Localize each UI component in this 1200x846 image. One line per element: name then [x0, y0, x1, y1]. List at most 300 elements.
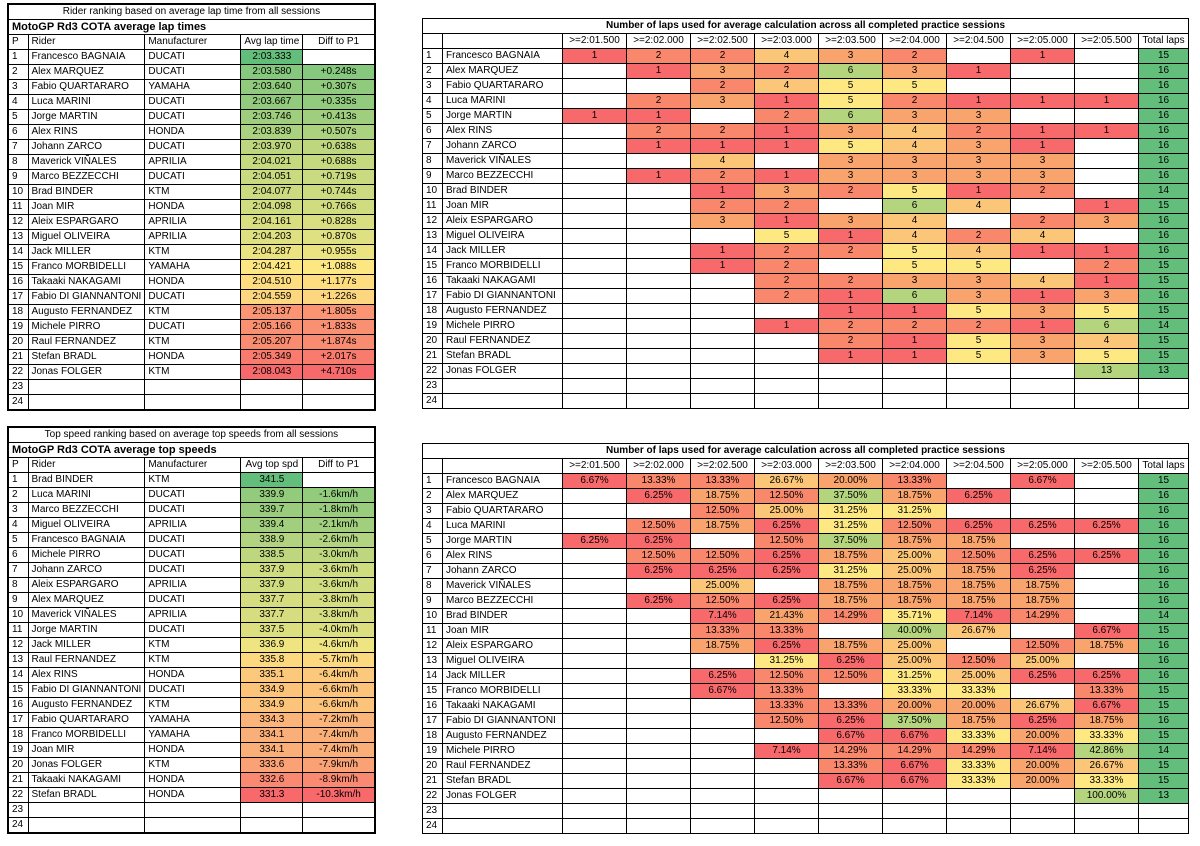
lap-bucket-cell: [947, 214, 1011, 229]
column-header: >=2:02.500: [691, 34, 755, 49]
lap-bucket-cell: [947, 474, 1011, 489]
lap-bucket-cell: [563, 349, 627, 364]
lap-bucket-cell: [563, 759, 627, 774]
lap-time-table: [7, 3, 376, 411]
lap-bucket-cell: 26.67%: [755, 474, 819, 489]
value-cell: 334.9: [241, 698, 303, 713]
position-cell: 6: [8, 125, 28, 140]
lap-bucket-cell: 2: [755, 244, 819, 259]
table-row: [423, 289, 1189, 304]
lap-bucket-cell: [755, 789, 819, 804]
lap-bucket-cell: [563, 774, 627, 789]
lap-bucket-cell: 3: [1011, 334, 1075, 349]
lap-bucket-cell: [691, 334, 755, 349]
table-row: [8, 563, 375, 578]
lap-bucket-cell: [1011, 819, 1075, 834]
rider-cell: Jack MILLER: [443, 669, 563, 684]
total-laps-cell: 15: [1139, 304, 1189, 319]
manufacturer-cell: APRILIA: [145, 215, 241, 230]
column-header: >=2:04.500: [947, 459, 1011, 474]
table-row: [8, 245, 375, 260]
lap-bucket-cell: [691, 759, 755, 774]
lap-bucket-cell: [563, 504, 627, 519]
lap-bucket-cell: 2: [691, 79, 755, 94]
lap-bucket-cell: 3: [883, 109, 947, 124]
value-cell: 2:04.510: [241, 275, 303, 290]
diff-cell: +0.307s: [303, 80, 375, 95]
lap-bucket-cell: [1075, 49, 1139, 64]
manufacturer-cell: DUCATI: [145, 563, 241, 578]
lap-bucket-cell: [691, 744, 755, 759]
lap-bucket-cell: [627, 394, 691, 409]
rider-cell: Jorge MARTIN: [28, 110, 145, 125]
rider-cell: Michele PIRRO: [28, 548, 145, 563]
position-cell: 3: [423, 504, 443, 519]
rider-cell: Alex RINS: [28, 125, 145, 140]
lap-bucket-cell: [1075, 184, 1139, 199]
lap-bucket-cell: [883, 394, 947, 409]
rider-cell: Luca MARINI: [28, 488, 145, 503]
position-cell: 19: [423, 744, 443, 759]
table-row: [423, 519, 1189, 534]
lap-bucket-cell: 3: [883, 274, 947, 289]
manufacturer-cell: KTM: [145, 305, 241, 320]
manufacturer-cell: KTM: [145, 653, 241, 668]
rider-cell: Johann ZARCO: [28, 563, 145, 578]
lap-bucket-cell: [1075, 594, 1139, 609]
table-row: [8, 125, 375, 140]
lap-bucket-cell: [627, 289, 691, 304]
lap-bucket-cell: 1: [755, 214, 819, 229]
table-row: [423, 259, 1189, 274]
lap-bucket-cell: 12.50%: [755, 489, 819, 504]
value-cell: 337.9: [241, 563, 303, 578]
lap-bucket-cell: 2: [755, 289, 819, 304]
table-row: [423, 729, 1189, 744]
lap-bucket-cell: [563, 184, 627, 199]
table-row: [423, 154, 1189, 169]
lap-bucket-cell: 3: [691, 64, 755, 79]
lap-bucket-cell: 5: [947, 349, 1011, 364]
lap-bucket-cell: 3: [947, 109, 1011, 124]
lap-bucket-cell: [755, 334, 819, 349]
lap-bucket-cell: 1: [1075, 124, 1139, 139]
rider-cell: Maverick VIÑALES: [28, 608, 145, 623]
manufacturer-cell: [145, 803, 241, 818]
table-row: [423, 579, 1189, 594]
rider-cell: Francesco BAGNAIA: [28, 533, 145, 548]
position-cell: 10: [8, 185, 28, 200]
table-row: [8, 230, 375, 245]
lap-bucket-cell: 6: [819, 109, 883, 124]
rider-cell: Joan MIR: [443, 624, 563, 639]
value-cell: 334.1: [241, 728, 303, 743]
position-cell: 20: [423, 334, 443, 349]
diff-cell: +0.828s: [303, 215, 375, 230]
position-cell: 24: [423, 819, 443, 834]
manufacturer-cell: [145, 818, 241, 834]
lap-bucket-cell: [563, 789, 627, 804]
rider-cell: Alex RINS: [443, 549, 563, 564]
table-row: [423, 214, 1189, 229]
lap-bucket-cell: 2: [627, 94, 691, 109]
column-header: >=2:03.000: [755, 34, 819, 49]
lap-bucket-cell: [691, 654, 755, 669]
lap-bucket-cell: [691, 774, 755, 789]
rider-cell: [443, 394, 563, 409]
position-cell: 1: [423, 49, 443, 64]
position-cell: 16: [423, 274, 443, 289]
lap-bucket-cell: 2: [691, 199, 755, 214]
lap-bucket-cell: [627, 154, 691, 169]
lap-bucket-cell: 4: [755, 49, 819, 64]
position-cell: 20: [8, 758, 28, 773]
lap-bucket-cell: 25.00%: [1011, 654, 1075, 669]
table-row: [423, 744, 1189, 759]
lap-bucket-cell: 12.50%: [883, 519, 947, 534]
lap-bucket-cell: [563, 624, 627, 639]
table-row: [8, 95, 375, 110]
rider-cell: Jonas FOLGER: [28, 758, 145, 773]
rider-cell: Luca MARINI: [443, 519, 563, 534]
position-cell: 7: [8, 563, 28, 578]
lap-bucket-cell: [627, 699, 691, 714]
lap-bucket-cell: [563, 819, 627, 834]
lap-bucket-cell: 6.67%: [819, 774, 883, 789]
lap-bucket-cell: 6.25%: [1011, 669, 1075, 684]
position-cell: 16: [8, 275, 28, 290]
position-cell: 12: [423, 639, 443, 654]
lap-bucket-cell: [1011, 379, 1075, 394]
total-laps-cell: [1139, 804, 1189, 819]
position-cell: 13: [423, 654, 443, 669]
manufacturer-cell: HONDA: [145, 743, 241, 758]
rider-cell: Johann ZARCO: [28, 140, 145, 155]
table-row: [423, 244, 1189, 259]
rider-cell: Alex MARQUEZ: [28, 593, 145, 608]
table-row: [8, 533, 375, 548]
speed-table-caption: Top speed ranking based on average top speeds from all sessions: [8, 427, 375, 443]
table-row: [8, 773, 375, 788]
lap-bucket-cell: [947, 379, 1011, 394]
lap-bucket-cell: 25.00%: [947, 669, 1011, 684]
rider-cell: Marco BEZZECCHI: [28, 503, 145, 518]
lap-bucket-cell: 2: [755, 109, 819, 124]
lap-bucket-cell: 6.25%: [755, 549, 819, 564]
lap-bucket-cell: [819, 394, 883, 409]
position-cell: 4: [423, 94, 443, 109]
lap-bucket-cell: 18.75%: [883, 489, 947, 504]
lap-bucket-cell: 33.33%: [1075, 774, 1139, 789]
diff-cell: [303, 803, 375, 818]
column-header: Rider: [28, 458, 145, 473]
table-row: [8, 473, 375, 488]
lap-bucket-cell: [563, 609, 627, 624]
column-header: >=2:03.500: [819, 459, 883, 474]
manufacturer-cell: DUCATI: [145, 290, 241, 305]
lap-bucket-cell: [947, 804, 1011, 819]
table-row: [8, 668, 375, 683]
diff-cell: +1.874s: [303, 335, 375, 350]
table-row: [423, 139, 1189, 154]
position-cell: 3: [8, 503, 28, 518]
rider-cell: Michele PIRRO: [443, 319, 563, 334]
lap-bucket-cell: 6.25%: [691, 669, 755, 684]
value-cell: 331.3: [241, 788, 303, 803]
rider-cell: Fabio QUARTARARO: [443, 504, 563, 519]
lap-bucket-cell: 6.67%: [883, 759, 947, 774]
lap-bucket-cell: 2: [627, 124, 691, 139]
rider-cell: Joan MIR: [28, 200, 145, 215]
table-row: [8, 728, 375, 743]
column-header: >=2:04.000: [883, 459, 947, 474]
total-laps-cell: 14: [1139, 184, 1189, 199]
lap-bucket-cell: 2: [755, 274, 819, 289]
column-header: >=2:04.000: [883, 34, 947, 49]
diff-cell: -3.8km/h: [303, 593, 375, 608]
position-cell: 15: [423, 259, 443, 274]
lap-bucket-cell: 13: [1075, 364, 1139, 379]
lap-bucket-cell: 3: [1075, 214, 1139, 229]
lap-bucket-cell: 1: [691, 184, 755, 199]
table-row: [8, 200, 375, 215]
lap-bucket-cell: 3: [819, 49, 883, 64]
lap-bucket-cell: [947, 49, 1011, 64]
lap-bucket-cell: 18.75%: [819, 594, 883, 609]
total-laps-cell: 15: [1139, 774, 1189, 789]
diff-cell: +0.638s: [303, 140, 375, 155]
lap-bucket-cell: 20.00%: [1011, 759, 1075, 774]
lap-bucket-cell: 18.75%: [947, 564, 1011, 579]
table-row: [8, 50, 375, 65]
position-cell: 2: [8, 488, 28, 503]
lap-bucket-cell: 14.29%: [883, 744, 947, 759]
position-cell: 11: [8, 200, 28, 215]
lap-bucket-cell: [1075, 819, 1139, 834]
position-cell: 14: [423, 669, 443, 684]
table-row: [423, 669, 1189, 684]
lap-bucket-cell: [1075, 609, 1139, 624]
lap-bucket-cell: [627, 684, 691, 699]
position-cell: 12: [8, 215, 28, 230]
table-row: [423, 199, 1189, 214]
lap-bucket-cell: 7.14%: [1011, 744, 1075, 759]
lap-bucket-cell: 6.67%: [819, 729, 883, 744]
position-cell: 1: [8, 473, 28, 488]
table-row: [423, 684, 1189, 699]
value-cell: 337.7: [241, 593, 303, 608]
lap-bucket-cell: 20.00%: [883, 699, 947, 714]
lap-bucket-cell: 25.00%: [691, 579, 755, 594]
table-row: [423, 714, 1189, 729]
diff-cell: +0.719s: [303, 170, 375, 185]
lap-bucket-cell: [1075, 169, 1139, 184]
lap-bucket-cell: 25.00%: [883, 639, 947, 654]
lap-bucket-cell: [1011, 804, 1075, 819]
lap-bucket-cell: [563, 564, 627, 579]
rider-cell: Aleix ESPARGARO: [28, 215, 145, 230]
rider-cell: Brad BINDER: [443, 609, 563, 624]
table-row: [8, 548, 375, 563]
lap-bucket-cell: 1: [1075, 244, 1139, 259]
diff-cell: -4.6km/h: [303, 638, 375, 653]
rider-cell: Jonas FOLGER: [28, 365, 145, 380]
manufacturer-cell: YAMAHA: [145, 80, 241, 95]
rider-cell: Miguel OLIVEIRA: [443, 654, 563, 669]
lap-bucket-cell: 6.25%: [755, 639, 819, 654]
lap-bucket-cell: [563, 229, 627, 244]
lap-bucket-cell: [691, 364, 755, 379]
speed-table-title: MotoGP Rd3 COTA average top speeds: [8, 443, 375, 458]
total-laps-cell: [1139, 394, 1189, 409]
table-row: [423, 549, 1189, 564]
laps-pct-title: Number of laps used for average calculation across all completed practice sessions: [423, 444, 1189, 459]
lap-bucket-cell: [1075, 564, 1139, 579]
lap-bucket-cell: [627, 504, 691, 519]
rider-cell: Alex RINS: [443, 124, 563, 139]
rider-cell: Augusto FERNANDEZ: [443, 304, 563, 319]
position-cell: 23: [8, 803, 28, 818]
total-laps-cell: 15: [1139, 729, 1189, 744]
lap-bucket-cell: [691, 394, 755, 409]
lap-bucket-cell: [563, 549, 627, 564]
lap-bucket-cell: 5: [883, 259, 947, 274]
lap-bucket-cell: 6.25%: [1075, 669, 1139, 684]
lap-bucket-cell: [627, 229, 691, 244]
table-row: [423, 789, 1189, 804]
lap-bucket-cell: 2: [947, 319, 1011, 334]
lap-bucket-cell: [627, 744, 691, 759]
diff-cell: -10.3km/h: [303, 788, 375, 803]
column-header: Diff to P1: [303, 458, 375, 473]
rider-cell: Jorge MARTIN: [443, 109, 563, 124]
lap-bucket-cell: 6.67%: [1075, 624, 1139, 639]
total-laps-cell: 15: [1139, 624, 1189, 639]
table-row: [8, 758, 375, 773]
lap-bucket-cell: 13.33%: [819, 699, 883, 714]
column-header: Manufacturer: [145, 35, 241, 50]
lap-bucket-cell: 2: [1011, 214, 1075, 229]
lap-bucket-cell: 3: [883, 64, 947, 79]
table-row: [423, 229, 1189, 244]
lap-bucket-cell: 18.75%: [883, 594, 947, 609]
rider-cell: Luca MARINI: [28, 95, 145, 110]
value-cell: 2:04.077: [241, 185, 303, 200]
table-row: [8, 185, 375, 200]
column-header: >=2:02.000: [627, 459, 691, 474]
lap-bucket-cell: [691, 789, 755, 804]
lap-bucket-cell: [691, 304, 755, 319]
value-cell: 336.9: [241, 638, 303, 653]
table-row: [423, 184, 1189, 199]
lap-bucket-cell: 3: [883, 154, 947, 169]
lap-bucket-cell: [563, 379, 627, 394]
rider-cell: Aleix ESPARGARO: [443, 639, 563, 654]
value-cell: 334.3: [241, 713, 303, 728]
rider-cell: Takaaki NAKAGAMI: [443, 699, 563, 714]
lap-bucket-cell: [819, 379, 883, 394]
position-cell: 18: [8, 305, 28, 320]
total-laps-cell: 15: [1139, 274, 1189, 289]
diff-cell: +0.335s: [303, 95, 375, 110]
lap-bucket-cell: [1011, 259, 1075, 274]
diff-cell: +0.870s: [303, 230, 375, 245]
position-cell: 3: [423, 79, 443, 94]
position-cell: 7: [423, 564, 443, 579]
column-header: >=2:01.500: [563, 34, 627, 49]
diff-cell: +0.766s: [303, 200, 375, 215]
lap-bucket-cell: 1: [1011, 319, 1075, 334]
lap-bucket-cell: 14.29%: [819, 609, 883, 624]
column-header: Avg lap time: [241, 35, 303, 50]
table-row: [8, 380, 375, 395]
position-cell: 14: [8, 245, 28, 260]
column-header: >=2:03.500: [819, 34, 883, 49]
column-header: Total laps: [1139, 459, 1189, 474]
lap-bucket-cell: 3: [1011, 349, 1075, 364]
column-header: Diff to P1: [303, 35, 375, 50]
table-row: [8, 578, 375, 593]
lap-bucket-cell: 2: [1075, 259, 1139, 274]
lap-bucket-cell: 31.25%: [755, 654, 819, 669]
rider-cell: Alex RINS: [28, 668, 145, 683]
column-header: >=2:02.000: [627, 34, 691, 49]
lap-bucket-cell: 14.29%: [819, 744, 883, 759]
diff-cell: [303, 818, 375, 834]
lap-bucket-cell: 2: [819, 334, 883, 349]
diff-cell: -7.9km/h: [303, 758, 375, 773]
position-cell: 19: [8, 743, 28, 758]
lap-bucket-cell: 1: [627, 109, 691, 124]
table-row: [8, 275, 375, 290]
table-row: [423, 334, 1189, 349]
lap-bucket-cell: [691, 229, 755, 244]
lap-bucket-cell: 1: [691, 244, 755, 259]
manufacturer-cell: DUCATI: [145, 65, 241, 80]
lap-bucket-cell: [1075, 654, 1139, 669]
lap-bucket-cell: [755, 759, 819, 774]
lap-bucket-cell: 1: [627, 64, 691, 79]
lap-bucket-cell: [1075, 489, 1139, 504]
top-speed-panel: [7, 426, 376, 834]
lap-bucket-cell: 31.25%: [819, 519, 883, 534]
value-cell: 2:04.098: [241, 200, 303, 215]
lap-bucket-cell: 1: [691, 259, 755, 274]
lap-bucket-cell: 18.75%: [947, 594, 1011, 609]
lap-bucket-cell: 1: [755, 139, 819, 154]
lap-bucket-cell: 33.33%: [947, 774, 1011, 789]
total-laps-cell: 16: [1139, 214, 1189, 229]
lap-bucket-cell: 21.43%: [755, 609, 819, 624]
lap-bucket-cell: [691, 804, 755, 819]
lap-bucket-cell: 12.50%: [1011, 639, 1075, 654]
lap-bucket-cell: 2: [691, 169, 755, 184]
lap-bucket-cell: 4: [883, 214, 947, 229]
laps-count-title: Number of laps used for average calculation across all completed practice sessions: [423, 19, 1189, 34]
lap-bucket-cell: 1: [947, 184, 1011, 199]
lap-bucket-cell: [627, 714, 691, 729]
lap-bucket-cell: 6.67%: [883, 774, 947, 789]
lap-table-title: MotoGP Rd3 COTA average lap times: [8, 20, 375, 35]
lap-bucket-cell: 25.00%: [883, 564, 947, 579]
value-cell: 339.4: [241, 518, 303, 533]
lap-bucket-cell: 1: [563, 109, 627, 124]
table-row: [8, 365, 375, 380]
value-cell: 2:03.640: [241, 80, 303, 95]
rider-cell: Fabio QUARTARARO: [443, 79, 563, 94]
lap-bucket-cell: 13.33%: [819, 759, 883, 774]
table-row: [423, 379, 1189, 394]
